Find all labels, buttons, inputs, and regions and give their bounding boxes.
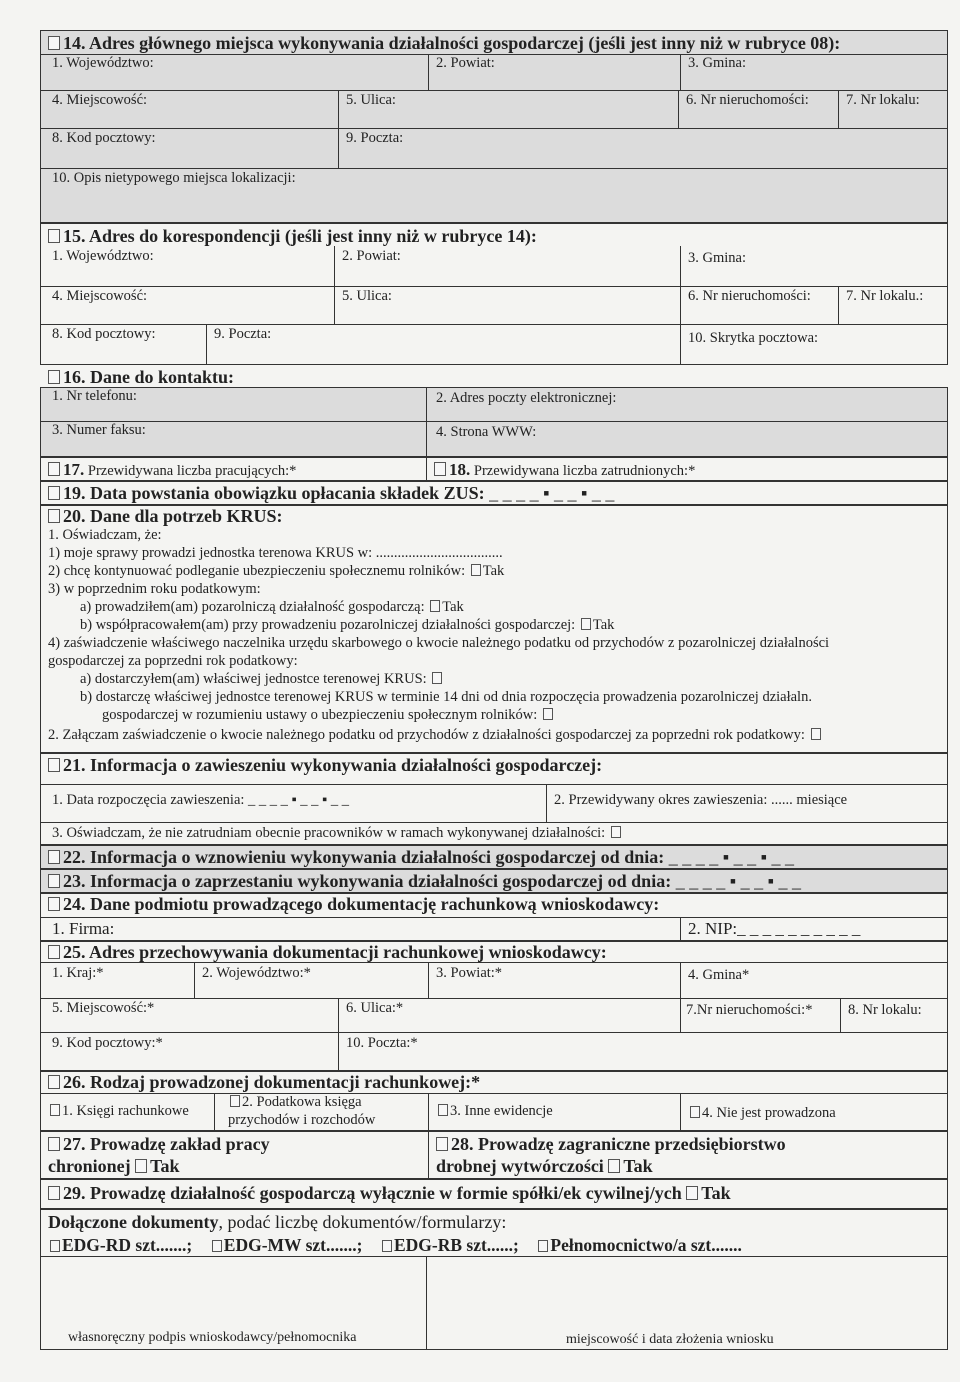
doc-type-books[interactable]: 1. Księgi rachunkowe	[48, 1103, 189, 1120]
krus-will-deliver: b) dostarczę właściwej jednostce terenowej KRUS w terminie 14 dni od dnia rozpoczęcia prowadzenia pozarolniczej działaln.	[80, 689, 812, 705]
zus-date-mask[interactable]: _ _ _ _ ▪ _ _ ▪ _ _	[489, 483, 615, 503]
s15-po-box-field[interactable]: 10. Skrytka pocztowa:	[688, 330, 819, 346]
checkbox-23[interactable]	[48, 874, 60, 888]
s25-commune-field[interactable]: 4. Gmina*	[688, 967, 750, 983]
krus-cooperation: b) współpracowałem(am) przy prowadzeniu pozarolniczej działalności gospodarczej: Tak	[80, 617, 615, 633]
krus-delivered: a) dostarczyłem(am) właściwej jednostce terenowej KRUS:	[80, 671, 444, 688]
checkbox-19[interactable]	[48, 486, 60, 500]
section-21-title: 21. Informacja o zawieszeniu wykonywania działalności gospodarczej:	[48, 755, 602, 776]
krus-previous-year: 3) w poprzednim roku podatkowym:	[48, 581, 261, 597]
section-17-expected-workers: 17. Przewidywana liczba pracujących:*	[48, 460, 296, 480]
edg-mw-count[interactable]: EDG-MW szt.......;	[210, 1235, 363, 1255]
s14-post-office-field[interactable]: 9. Poczta:	[346, 130, 404, 146]
section-24-title: 24. Dane podmiotu prowadzącego dokumentację rachunkową wnioskodawcy:	[48, 894, 659, 915]
edg-rd-count[interactable]: EDG-RD szt.......;	[48, 1235, 192, 1255]
attachments-title: Dołączone dokumenty, podać liczbę dokumentów/formularzy:	[48, 1212, 507, 1232]
checkbox-29[interactable]	[48, 1186, 60, 1200]
krus-cooperation-checkbox[interactable]	[581, 618, 591, 630]
krus-declaration: 1. Oświadczam, że:	[48, 527, 162, 543]
section-19-title: 19. Data powstania obowiązku opłacania składek ZUS: _ _ _ _ ▪ _ _ ▪ _ _	[48, 483, 614, 504]
s15-apartment-field[interactable]: 7. Nr lokalu.:	[846, 288, 924, 304]
s15-building-number-field[interactable]: 6. Nr nieruchomości:	[688, 288, 811, 304]
section-18-expected-employees: 18. Przewidywana liczba zatrudnionych:*	[434, 460, 695, 480]
s25-building-number-field[interactable]: 7.Nr nieruchomości:*	[686, 1002, 813, 1018]
s14-county-field[interactable]: 2. Powiat:	[436, 55, 495, 71]
section-23-title: 23. Informacja o zaprzestaniu wykonywania działalności gospodarczej od dnia: _ _ _ _ ▪ _ _ ▪ _ _	[48, 871, 801, 892]
s25-county-field[interactable]: 3. Powiat:*	[436, 965, 503, 981]
s14-voivodeship-field[interactable]: 1. Województwo:	[52, 55, 154, 71]
krus-tax-certificate: 4) zaświadczenie właściwego naczelnika urzędu skarbowego o kwocie należnego podatku od przychodów z pozarolniczej działalności	[48, 635, 830, 651]
s14-location-description-field[interactable]: 10. Opis nietypowego miejsca lokalizacji:	[52, 170, 296, 186]
checkbox-27[interactable]	[48, 1137, 60, 1151]
s15-post-office-field[interactable]: 9. Poczta:	[214, 326, 272, 342]
s15-locality-field[interactable]: 4. Miejscowość:	[52, 288, 148, 304]
foreign-enterprise-yes[interactable]	[608, 1159, 620, 1173]
checkbox-26[interactable]	[48, 1075, 60, 1089]
checkbox-14[interactable]	[48, 36, 60, 50]
section-15-title: 15. Adres do korespondencji (jeśli jest inny niż w rubryce 14):	[48, 226, 537, 247]
s15-commune-field[interactable]: 3. Gmina:	[688, 250, 746, 266]
s14-postal-code-field[interactable]: 8. Kod pocztowy:	[52, 130, 156, 146]
checkbox-16[interactable]	[48, 370, 60, 384]
suspension-period[interactable]: 2. Przewidywany okres zawieszenia: ...... miesiące	[554, 792, 848, 808]
krus-attach-checkbox[interactable]	[811, 728, 821, 740]
s25-post-office-field[interactable]: 10. Poczta:*	[346, 1035, 418, 1051]
section-25-title: 25. Adres przechowywania dokumentacji rachunkowej wnioskodawcy:	[48, 942, 607, 963]
cease-date-mask[interactable]: _ _ _ _ ▪ _ _ ▪ _ _	[675, 871, 801, 891]
doc-type-revenue-book[interactable]: 2. Podatkowa księga przychodów i rozchodów	[228, 1094, 376, 1128]
krus-continue: 2) chcę kontynuować podleganie ubezpieczeniu społecznemu rolników: Tak	[48, 563, 505, 579]
resume-date-mask[interactable]: _ _ _ _ ▪ _ _ ▪ _ _	[668, 847, 794, 867]
section-14-title: 14. Adres głównego miejsca wykonywania działalności gospodarczej (jeśli jest inny niż w rubryce 08):	[48, 33, 840, 54]
section-22-title: 22. Informacja o wznowieniu wykonywania działalności gospodarczej od dnia: _ _ _ _ ▪ _ _ ▪ _ _	[48, 847, 794, 868]
attachments-list	[48, 1235, 742, 1256]
power-of-attorney-count[interactable]: Pełnomocnictwo/a szt.......	[536, 1235, 742, 1255]
krus-continue-checkbox[interactable]	[471, 564, 481, 576]
section-16-title: 16. Dane do kontaktu:	[48, 367, 234, 388]
s25-voivodeship-field[interactable]: 2. Województwo:*	[202, 965, 311, 981]
section-28-foreign-enterprise: 28. Prowadzę zagraniczne przedsiębiorstwo drobnej wytwórczości Tak	[436, 1134, 786, 1176]
s14-street-field[interactable]: 5. Ulica:	[346, 92, 396, 108]
s15-county-field[interactable]: 2. Powiat:	[342, 248, 401, 264]
krus-tax-certificate-cont: gospodarczej za poprzedni rok podatkowy:	[48, 653, 298, 669]
krus-delivered-checkbox[interactable]	[432, 672, 442, 684]
s25-country-field[interactable]: 1. Kraj:*	[52, 965, 104, 981]
applicant-signature-field[interactable]: własnoręczny podpis wnioskodawcy/pełnomocnika	[68, 1330, 357, 1345]
checkbox-17[interactable]	[48, 462, 60, 476]
s14-building-number-field[interactable]: 6. Nr nieruchomości:	[686, 92, 809, 108]
s15-voivodeship-field[interactable]: 1. Województwo:	[52, 248, 154, 264]
no-employees-checkbox[interactable]	[611, 826, 621, 838]
krus-will-deliver-cont: gospodarczej w rozumieniu ustawy o ubezpieczeniu społecznym rolników:	[102, 707, 555, 724]
krus-attach-certificate: 2. Załączam zaświadczenie o kwocie należnego podatku od przychodów z działalności gospodarczej za poprzedni rok podatkowy:	[48, 727, 823, 744]
s25-street-field[interactable]: 6. Ulica:*	[346, 1000, 404, 1016]
suspension-start-date[interactable]: 1. Data rozpoczęcia zawieszenia: _ _ _ _ ▪ _ _ ▪ _ _	[52, 792, 349, 808]
s25-locality-field[interactable]: 5. Miejscowość:*	[52, 1000, 155, 1016]
krus-nonagri-activity: a) prowadziłem(am) pozarolniczą działalność gospodarczą: Tak	[80, 599, 464, 615]
s14-apartment-field[interactable]: 7. Nr lokalu:	[846, 92, 920, 108]
s15-street-field[interactable]: 5. Ulica:	[342, 288, 392, 304]
edg-rb-count[interactable]: EDG-RB szt......;	[380, 1235, 519, 1255]
bookkeeper-company-field[interactable]: 1. Firma:	[52, 919, 115, 938]
sheltered-workshop-yes[interactable]	[135, 1159, 147, 1173]
checkbox-15[interactable]	[48, 229, 60, 243]
place-date-field[interactable]: miejscowość i data złożenia wniosku	[566, 1332, 774, 1347]
section-29-civil-partnership: 29. Prowadzę działalność gospodarczą wyłącznie w formie spółki/ek cywilnej/ych Tak	[48, 1183, 731, 1204]
email-field[interactable]: 2. Adres poczty elektronicznej:	[436, 390, 617, 406]
checkbox-18[interactable]	[434, 462, 446, 476]
checkbox-21[interactable]	[48, 758, 60, 772]
doc-type-other-records[interactable]: 3. Inne ewidencje	[436, 1103, 553, 1120]
section-27-sheltered-workshop: 27. Prowadzę zakład pracy chronionej Tak	[48, 1134, 270, 1176]
section-20-title: 20. Dane dla potrzeb KRUS:	[48, 506, 283, 527]
civil-partnership-yes[interactable]	[686, 1186, 698, 1200]
krus-will-deliver-checkbox[interactable]	[543, 708, 553, 720]
s25-apartment-field[interactable]: 8. Nr lokalu:	[848, 1002, 922, 1018]
s25-postal-code-field[interactable]: 9. Kod pocztowy:*	[52, 1035, 163, 1051]
s14-locality-field[interactable]: 4. Miejscowość:	[52, 92, 148, 108]
fax-field[interactable]: 3. Numer faksu:	[52, 422, 146, 438]
website-field[interactable]: 4. Strona WWW:	[436, 424, 537, 440]
section-26-title: 26. Rodzaj prowadzonej dokumentacji rachunkowej:*	[48, 1072, 480, 1093]
checkbox-28[interactable]	[436, 1137, 448, 1151]
krus-unit: 1) moje sprawy prowadzi jednostka terenowa KRUS w: ...................................	[48, 545, 503, 561]
no-employees-declaration: 3. Oświadczam, że nie zatrudniam obecnie pracowników w ramach wykonywanej działalności:	[52, 825, 623, 842]
phone-field[interactable]: 1. Nr telefonu:	[52, 388, 137, 404]
checkbox-20[interactable]	[48, 509, 60, 523]
s14-commune-field[interactable]: 3. Gmina:	[688, 55, 746, 71]
doc-type-none[interactable]: 4. Nie jest prowadzona	[688, 1105, 836, 1122]
checkbox-22[interactable]	[48, 850, 60, 864]
form-sheet	[40, 30, 948, 1350]
krus-nonagri-checkbox[interactable]	[430, 600, 440, 612]
checkbox-25[interactable]	[48, 945, 60, 959]
checkbox-24[interactable]	[48, 897, 60, 911]
s15-postal-code-field[interactable]: 8. Kod pocztowy:	[52, 326, 156, 342]
bookkeeper-nip-field[interactable]: 2. NIP:_ _ _ _ _ _ _ _ _ _	[688, 919, 861, 938]
